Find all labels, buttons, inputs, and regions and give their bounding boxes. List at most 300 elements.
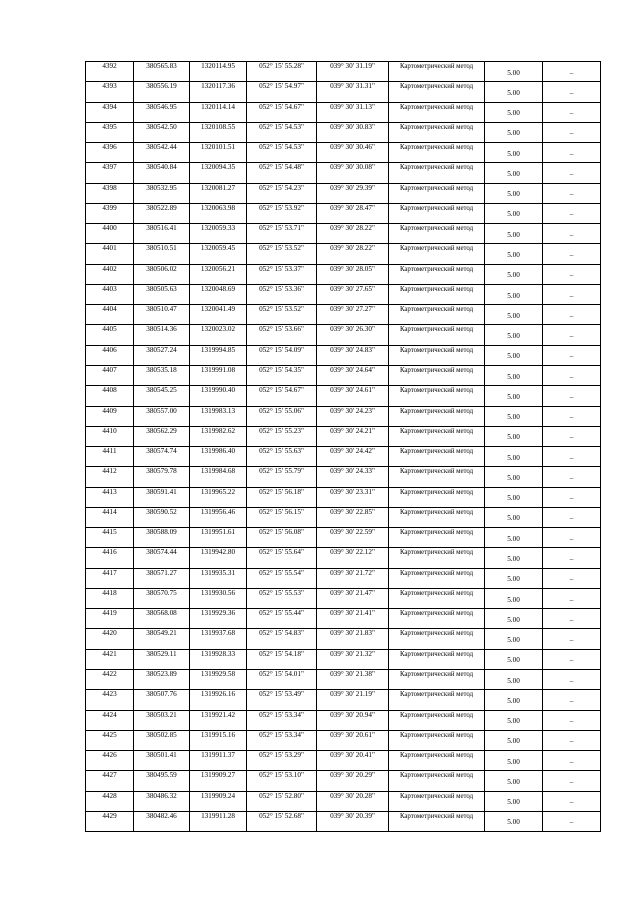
- method-cell: Картометрический метод: [389, 710, 485, 730]
- method-cell: Картометрический метод: [389, 203, 485, 223]
- point-number-cell: 4423: [86, 690, 134, 710]
- table-body: [86, 62, 601, 832]
- latitude-cell: 052° 15' 52.80": [247, 791, 317, 811]
- method-cell: Картометрический метод: [389, 609, 485, 629]
- x-coordinate-cell: 380546.95: [134, 102, 190, 122]
- x-coordinate-cell: 380590.52: [134, 507, 190, 527]
- method-cell: Картометрический метод: [389, 122, 485, 142]
- table-row: [86, 528, 601, 548]
- method-cell: Картометрический метод: [389, 751, 485, 771]
- x-coordinate-cell: 380502.85: [134, 730, 190, 750]
- longitude-cell: 039° 30' 21.32": [317, 649, 389, 669]
- y-coordinate-cell: 1320117.36: [190, 82, 247, 102]
- x-coordinate-cell: 380532.95: [134, 183, 190, 203]
- note-cell: –: [543, 365, 601, 385]
- precision-cell: 5.00: [485, 224, 543, 244]
- point-number-cell: 4407: [86, 365, 134, 385]
- longitude-cell: 039° 30' 27.65": [317, 284, 389, 304]
- latitude-cell: 052° 15' 54.23": [247, 183, 317, 203]
- y-coordinate-cell: 1320056.21: [190, 264, 247, 284]
- latitude-cell: 052° 15' 53.37": [247, 264, 317, 284]
- method-cell: Картометрический метод: [389, 244, 485, 264]
- method-cell: Картометрический метод: [389, 447, 485, 467]
- precision-cell: 5.00: [485, 507, 543, 527]
- precision-cell: 5.00: [485, 426, 543, 446]
- method-cell: Картометрический метод: [389, 669, 485, 689]
- method-cell: Картометрический метод: [389, 649, 485, 669]
- longitude-cell: 039° 30' 28.22": [317, 224, 389, 244]
- precision-cell: 5.00: [485, 345, 543, 365]
- note-cell: –: [543, 487, 601, 507]
- point-number-cell: 4413: [86, 487, 134, 507]
- longitude-cell: 039° 30' 26.30": [317, 325, 389, 345]
- table-row: [86, 690, 601, 710]
- latitude-cell: 052° 15' 53.92": [247, 203, 317, 223]
- point-number-cell: 4419: [86, 609, 134, 629]
- precision-cell: 5.00: [485, 690, 543, 710]
- note-cell: –: [543, 649, 601, 669]
- precision-cell: 5.00: [485, 751, 543, 771]
- x-coordinate-cell: 380495.59: [134, 771, 190, 791]
- method-cell: Картометрический метод: [389, 811, 485, 831]
- table-row: [86, 649, 601, 669]
- x-coordinate-cell: 380501.41: [134, 751, 190, 771]
- longitude-cell: 039° 30' 20.29": [317, 771, 389, 791]
- x-coordinate-cell: 380486.32: [134, 791, 190, 811]
- method-cell: Картометрический метод: [389, 264, 485, 284]
- note-cell: –: [543, 730, 601, 750]
- y-coordinate-cell: 1320059.33: [190, 224, 247, 244]
- method-cell: Картометрический метод: [389, 82, 485, 102]
- point-number-cell: 4395: [86, 122, 134, 142]
- longitude-cell: 039° 30' 30.83": [317, 122, 389, 142]
- x-coordinate-cell: 380535.18: [134, 365, 190, 385]
- note-cell: –: [543, 690, 601, 710]
- method-cell: Картометрический метод: [389, 588, 485, 608]
- precision-cell: 5.00: [485, 183, 543, 203]
- x-coordinate-cell: 380510.51: [134, 244, 190, 264]
- x-coordinate-cell: 380506.02: [134, 264, 190, 284]
- table-row: [86, 791, 601, 811]
- method-cell: Картометрический метод: [389, 406, 485, 426]
- longitude-cell: 039° 30' 28.05": [317, 264, 389, 284]
- y-coordinate-cell: 1319911.28: [190, 811, 247, 831]
- point-number-cell: 4401: [86, 244, 134, 264]
- longitude-cell: 039° 30' 22.59": [317, 528, 389, 548]
- note-cell: –: [543, 588, 601, 608]
- method-cell: Картометрический метод: [389, 284, 485, 304]
- x-coordinate-cell: 380527.24: [134, 345, 190, 365]
- longitude-cell: 039° 30' 24.64": [317, 365, 389, 385]
- x-coordinate-cell: 380542.44: [134, 143, 190, 163]
- point-number-cell: 4408: [86, 386, 134, 406]
- point-number-cell: 4403: [86, 284, 134, 304]
- note-cell: –: [543, 710, 601, 730]
- note-cell: –: [543, 143, 601, 163]
- y-coordinate-cell: 1319983.13: [190, 406, 247, 426]
- note-cell: –: [543, 426, 601, 446]
- point-number-cell: 4425: [86, 730, 134, 750]
- point-number-cell: 4424: [86, 710, 134, 730]
- table-row: [86, 568, 601, 588]
- point-number-cell: 4397: [86, 163, 134, 183]
- coordinates-table: [85, 61, 601, 832]
- longitude-cell: 039° 30' 24.61": [317, 386, 389, 406]
- x-coordinate-cell: 380514.36: [134, 325, 190, 345]
- table-row: [86, 507, 601, 527]
- latitude-cell: 052° 15' 54.09": [247, 345, 317, 365]
- method-cell: Картометрический метод: [389, 426, 485, 446]
- y-coordinate-cell: 1319982.62: [190, 426, 247, 446]
- latitude-cell: 052° 15' 55.63": [247, 447, 317, 467]
- longitude-cell: 039° 30' 20.94": [317, 710, 389, 730]
- longitude-cell: 039° 30' 24.33": [317, 467, 389, 487]
- x-coordinate-cell: 380568.08: [134, 609, 190, 629]
- precision-cell: 5.00: [485, 406, 543, 426]
- note-cell: –: [543, 224, 601, 244]
- y-coordinate-cell: 1319937.68: [190, 629, 247, 649]
- note-cell: –: [543, 406, 601, 426]
- y-coordinate-cell: 1319926.16: [190, 690, 247, 710]
- note-cell: –: [543, 548, 601, 568]
- point-number-cell: 4412: [86, 467, 134, 487]
- table-row: [86, 183, 601, 203]
- latitude-cell: 052° 15' 54.67": [247, 386, 317, 406]
- y-coordinate-cell: 1320114.14: [190, 102, 247, 122]
- latitude-cell: 052° 15' 53.71": [247, 224, 317, 244]
- x-coordinate-cell: 380523.89: [134, 669, 190, 689]
- x-coordinate-cell: 380542.50: [134, 122, 190, 142]
- latitude-cell: 052° 15' 53.52": [247, 305, 317, 325]
- method-cell: Картометрический метод: [389, 771, 485, 791]
- precision-cell: 5.00: [485, 771, 543, 791]
- longitude-cell: 039° 30' 24.83": [317, 345, 389, 365]
- note-cell: –: [543, 528, 601, 548]
- point-number-cell: 4422: [86, 669, 134, 689]
- precision-cell: 5.00: [485, 467, 543, 487]
- point-number-cell: 4415: [86, 528, 134, 548]
- point-number-cell: 4393: [86, 82, 134, 102]
- note-cell: –: [543, 183, 601, 203]
- method-cell: Картометрический метод: [389, 143, 485, 163]
- longitude-cell: 039° 30' 21.72": [317, 568, 389, 588]
- method-cell: Картометрический метод: [389, 568, 485, 588]
- note-cell: –: [543, 467, 601, 487]
- y-coordinate-cell: 1320108.55: [190, 122, 247, 142]
- latitude-cell: 052° 15' 53.52": [247, 244, 317, 264]
- y-coordinate-cell: 1320101.51: [190, 143, 247, 163]
- latitude-cell: 052° 15' 53.66": [247, 325, 317, 345]
- latitude-cell: 052° 15' 54.35": [247, 365, 317, 385]
- precision-cell: 5.00: [485, 203, 543, 223]
- y-coordinate-cell: 1320081.27: [190, 183, 247, 203]
- note-cell: –: [543, 386, 601, 406]
- x-coordinate-cell: 380482.46: [134, 811, 190, 831]
- x-coordinate-cell: 380545.25: [134, 386, 190, 406]
- method-cell: Картометрический метод: [389, 305, 485, 325]
- table-row: [86, 487, 601, 507]
- point-number-cell: 4406: [86, 345, 134, 365]
- longitude-cell: 039° 30' 22.12": [317, 548, 389, 568]
- precision-cell: 5.00: [485, 649, 543, 669]
- note-cell: –: [543, 244, 601, 264]
- longitude-cell: 039° 30' 27.27": [317, 305, 389, 325]
- precision-cell: 5.00: [485, 386, 543, 406]
- precision-cell: 5.00: [485, 588, 543, 608]
- table-row: [86, 163, 601, 183]
- note-cell: –: [543, 62, 601, 82]
- point-number-cell: 4396: [86, 143, 134, 163]
- note-cell: –: [543, 811, 601, 831]
- precision-cell: 5.00: [485, 82, 543, 102]
- point-number-cell: 4398: [86, 183, 134, 203]
- precision-cell: 5.00: [485, 163, 543, 183]
- x-coordinate-cell: 380505.63: [134, 284, 190, 304]
- precision-cell: 5.00: [485, 62, 543, 82]
- y-coordinate-cell: 1319951.61: [190, 528, 247, 548]
- precision-cell: 5.00: [485, 710, 543, 730]
- note-cell: –: [543, 669, 601, 689]
- table-row: [86, 143, 601, 163]
- y-coordinate-cell: 1320094.35: [190, 163, 247, 183]
- point-number-cell: 4399: [86, 203, 134, 223]
- table-row: [86, 345, 601, 365]
- y-coordinate-cell: 1320114.95: [190, 62, 247, 82]
- method-cell: Картометрический метод: [389, 791, 485, 811]
- y-coordinate-cell: 1319990.40: [190, 386, 247, 406]
- latitude-cell: 052° 15' 53.34": [247, 730, 317, 750]
- latitude-cell: 052° 15' 54.83": [247, 629, 317, 649]
- precision-cell: 5.00: [485, 143, 543, 163]
- note-cell: –: [543, 629, 601, 649]
- y-coordinate-cell: 1319929.36: [190, 609, 247, 629]
- latitude-cell: 052° 15' 56.18": [247, 487, 317, 507]
- table-row: [86, 122, 601, 142]
- note-cell: –: [543, 122, 601, 142]
- longitude-cell: 039° 30' 20.41": [317, 751, 389, 771]
- y-coordinate-cell: 1319928.33: [190, 649, 247, 669]
- point-number-cell: 4426: [86, 751, 134, 771]
- precision-cell: 5.00: [485, 487, 543, 507]
- method-cell: Картометрический метод: [389, 365, 485, 385]
- precision-cell: 5.00: [485, 811, 543, 831]
- method-cell: Картометрический метод: [389, 345, 485, 365]
- longitude-cell: 039° 30' 22.85": [317, 507, 389, 527]
- point-number-cell: 4404: [86, 305, 134, 325]
- precision-cell: 5.00: [485, 528, 543, 548]
- x-coordinate-cell: 380540.84: [134, 163, 190, 183]
- latitude-cell: 052° 15' 54.01": [247, 669, 317, 689]
- latitude-cell: 052° 15' 54.18": [247, 649, 317, 669]
- x-coordinate-cell: 380522.89: [134, 203, 190, 223]
- note-cell: –: [543, 325, 601, 345]
- latitude-cell: 052° 15' 53.49": [247, 690, 317, 710]
- note-cell: –: [543, 284, 601, 304]
- latitude-cell: 052° 15' 53.10": [247, 771, 317, 791]
- x-coordinate-cell: 380562.29: [134, 426, 190, 446]
- latitude-cell: 052° 15' 54.53": [247, 143, 317, 163]
- longitude-cell: 039° 30' 24.21": [317, 426, 389, 446]
- note-cell: –: [543, 203, 601, 223]
- point-number-cell: 4429: [86, 811, 134, 831]
- precision-cell: 5.00: [485, 609, 543, 629]
- longitude-cell: 039° 30' 20.61": [317, 730, 389, 750]
- method-cell: Картометрический метод: [389, 487, 485, 507]
- point-number-cell: 4400: [86, 224, 134, 244]
- precision-cell: 5.00: [485, 325, 543, 345]
- y-coordinate-cell: 1319909.27: [190, 771, 247, 791]
- longitude-cell: 039° 30' 21.19": [317, 690, 389, 710]
- longitude-cell: 039° 30' 30.08": [317, 163, 389, 183]
- y-coordinate-cell: 1320048.69: [190, 284, 247, 304]
- longitude-cell: 039° 30' 31.13": [317, 102, 389, 122]
- y-coordinate-cell: 1320041.49: [190, 305, 247, 325]
- table-row: [86, 82, 601, 102]
- method-cell: Картометрический метод: [389, 507, 485, 527]
- precision-cell: 5.00: [485, 447, 543, 467]
- point-number-cell: 4402: [86, 264, 134, 284]
- point-number-cell: 4416: [86, 548, 134, 568]
- longitude-cell: 039° 30' 24.42": [317, 447, 389, 467]
- latitude-cell: 052° 15' 53.34": [247, 710, 317, 730]
- x-coordinate-cell: 380571.27: [134, 568, 190, 588]
- coordinates-table-page: [85, 61, 600, 832]
- y-coordinate-cell: 1320059.45: [190, 244, 247, 264]
- x-coordinate-cell: 380565.83: [134, 62, 190, 82]
- latitude-cell: 052° 15' 55.54": [247, 568, 317, 588]
- point-number-cell: 4392: [86, 62, 134, 82]
- table-row: [86, 548, 601, 568]
- precision-cell: 5.00: [485, 568, 543, 588]
- latitude-cell: 052° 15' 54.67": [247, 102, 317, 122]
- longitude-cell: 039° 30' 31.31": [317, 82, 389, 102]
- longitude-cell: 039° 30' 24.23": [317, 406, 389, 426]
- longitude-cell: 039° 30' 20.39": [317, 811, 389, 831]
- method-cell: Картометрический метод: [389, 528, 485, 548]
- method-cell: Картометрический метод: [389, 183, 485, 203]
- table-row: [86, 609, 601, 629]
- method-cell: Картометрический метод: [389, 325, 485, 345]
- table-row: [86, 203, 601, 223]
- precision-cell: 5.00: [485, 365, 543, 385]
- x-coordinate-cell: 380549.21: [134, 629, 190, 649]
- table-row: [86, 730, 601, 750]
- point-number-cell: 4414: [86, 507, 134, 527]
- longitude-cell: 039° 30' 28.47": [317, 203, 389, 223]
- longitude-cell: 039° 30' 31.19": [317, 62, 389, 82]
- x-coordinate-cell: 380516.41: [134, 224, 190, 244]
- table-row: [86, 588, 601, 608]
- table-row: [86, 447, 601, 467]
- table-row: [86, 62, 601, 82]
- table-row: [86, 325, 601, 345]
- point-number-cell: 4411: [86, 447, 134, 467]
- y-coordinate-cell: 1319984.68: [190, 467, 247, 487]
- x-coordinate-cell: 380574.44: [134, 548, 190, 568]
- table-row: [86, 669, 601, 689]
- latitude-cell: 052° 15' 56.08": [247, 528, 317, 548]
- longitude-cell: 039° 30' 21.47": [317, 588, 389, 608]
- table-row: [86, 244, 601, 264]
- point-number-cell: 4410: [86, 426, 134, 446]
- table-row: [86, 710, 601, 730]
- x-coordinate-cell: 380591.41: [134, 487, 190, 507]
- point-number-cell: 4421: [86, 649, 134, 669]
- table-row: [86, 751, 601, 771]
- method-cell: Картометрический метод: [389, 102, 485, 122]
- method-cell: Картометрический метод: [389, 690, 485, 710]
- y-coordinate-cell: 1319911.37: [190, 751, 247, 771]
- longitude-cell: 039° 30' 21.41": [317, 609, 389, 629]
- table-row: [86, 426, 601, 446]
- method-cell: Картометрический метод: [389, 224, 485, 244]
- point-number-cell: 4428: [86, 791, 134, 811]
- latitude-cell: 052° 15' 56.15": [247, 507, 317, 527]
- precision-cell: 5.00: [485, 669, 543, 689]
- y-coordinate-cell: 1319965.22: [190, 487, 247, 507]
- latitude-cell: 052° 15' 55.44": [247, 609, 317, 629]
- latitude-cell: 052° 15' 55.53": [247, 588, 317, 608]
- precision-cell: 5.00: [485, 305, 543, 325]
- latitude-cell: 052° 15' 54.53": [247, 122, 317, 142]
- x-coordinate-cell: 380503.21: [134, 710, 190, 730]
- point-number-cell: 4394: [86, 102, 134, 122]
- point-number-cell: 4418: [86, 588, 134, 608]
- table-row: [86, 629, 601, 649]
- y-coordinate-cell: 1319994.85: [190, 345, 247, 365]
- note-cell: –: [543, 102, 601, 122]
- point-number-cell: 4427: [86, 771, 134, 791]
- y-coordinate-cell: 1320063.98: [190, 203, 247, 223]
- table-row: [86, 224, 601, 244]
- note-cell: –: [543, 305, 601, 325]
- latitude-cell: 052° 15' 55.79": [247, 467, 317, 487]
- x-coordinate-cell: 380588.09: [134, 528, 190, 548]
- note-cell: –: [543, 751, 601, 771]
- x-coordinate-cell: 380507.76: [134, 690, 190, 710]
- precision-cell: 5.00: [485, 730, 543, 750]
- method-cell: Картометрический метод: [389, 163, 485, 183]
- method-cell: Картометрический метод: [389, 386, 485, 406]
- latitude-cell: 052° 15' 54.97": [247, 82, 317, 102]
- longitude-cell: 039° 30' 30.46": [317, 143, 389, 163]
- table-row: [86, 305, 601, 325]
- table-row: [86, 102, 601, 122]
- latitude-cell: 052° 15' 55.06": [247, 406, 317, 426]
- method-cell: Картометрический метод: [389, 62, 485, 82]
- point-number-cell: 4405: [86, 325, 134, 345]
- note-cell: –: [543, 345, 601, 365]
- y-coordinate-cell: 1319956.46: [190, 507, 247, 527]
- latitude-cell: 052° 15' 52.68": [247, 811, 317, 831]
- note-cell: –: [543, 163, 601, 183]
- y-coordinate-cell: 1319942.80: [190, 548, 247, 568]
- longitude-cell: 039° 30' 20.28": [317, 791, 389, 811]
- y-coordinate-cell: 1319929.58: [190, 669, 247, 689]
- y-coordinate-cell: 1319921.42: [190, 710, 247, 730]
- latitude-cell: 052° 15' 53.29": [247, 751, 317, 771]
- y-coordinate-cell: 1319915.16: [190, 730, 247, 750]
- precision-cell: 5.00: [485, 244, 543, 264]
- precision-cell: 5.00: [485, 284, 543, 304]
- precision-cell: 5.00: [485, 791, 543, 811]
- x-coordinate-cell: 380579.78: [134, 467, 190, 487]
- note-cell: –: [543, 507, 601, 527]
- x-coordinate-cell: 380557.00: [134, 406, 190, 426]
- note-cell: –: [543, 609, 601, 629]
- table-row: [86, 771, 601, 791]
- note-cell: –: [543, 82, 601, 102]
